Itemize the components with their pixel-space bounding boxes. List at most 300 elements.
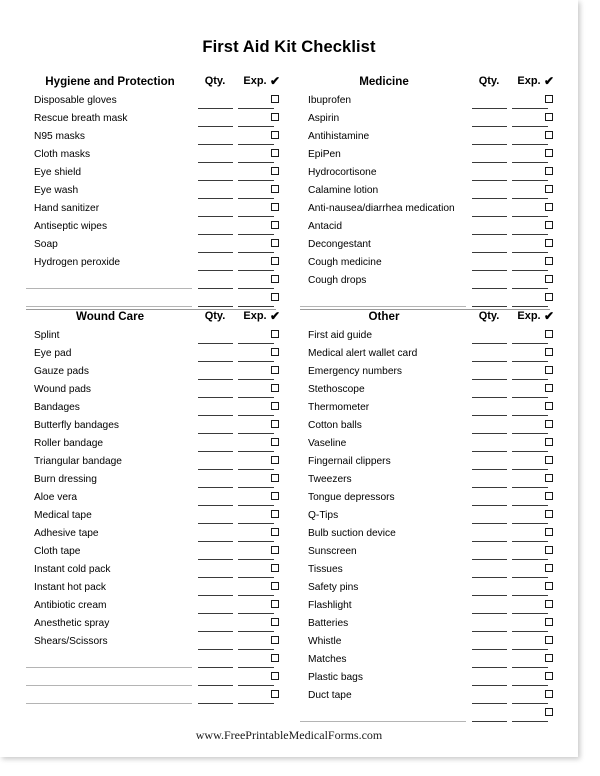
section-header-medicine <box>300 74 555 93</box>
checklist-row <box>26 183 276 201</box>
blank-item-write-in-line[interactable] <box>26 703 192 704</box>
checklist-row <box>26 454 276 472</box>
qty-write-in-line[interactable] <box>472 469 507 470</box>
item-checkbox[interactable] <box>271 402 279 410</box>
item-checkbox[interactable] <box>271 275 279 283</box>
exp-write-in-line[interactable] <box>512 541 548 542</box>
blank-item-write-in-line[interactable] <box>26 685 192 686</box>
qty-write-in-line[interactable] <box>198 270 233 271</box>
blank-item-write-in-line[interactable] <box>26 306 192 307</box>
item-checkbox[interactable] <box>271 330 279 338</box>
exp-write-in-line[interactable] <box>512 108 548 109</box>
item-checkbox[interactable] <box>545 221 553 229</box>
qty-write-in-line[interactable] <box>198 306 233 307</box>
item-checkbox[interactable] <box>271 131 279 139</box>
exp-write-in-line[interactable] <box>238 649 274 650</box>
item-checkbox[interactable] <box>545 402 553 410</box>
exp-write-in-line[interactable] <box>238 361 274 362</box>
exp-write-in-line[interactable] <box>238 126 274 127</box>
qty-write-in-line[interactable] <box>198 180 233 181</box>
qty-write-in-line[interactable] <box>472 270 507 271</box>
checklist-item-label: Tweezers <box>308 474 352 485</box>
exp-write-in-line[interactable] <box>238 631 274 632</box>
checklist-item-label: Wound pads <box>34 384 92 395</box>
checklist-row <box>300 201 550 219</box>
item-checkbox[interactable] <box>271 474 279 482</box>
item-checkbox[interactable] <box>545 654 553 662</box>
item-checkbox[interactable] <box>545 510 553 518</box>
qty-write-in-line[interactable] <box>472 505 507 506</box>
checklist-item-label: Eye pad <box>34 348 72 359</box>
qty-write-in-line[interactable] <box>198 631 233 632</box>
item-checkbox[interactable] <box>545 492 553 500</box>
qty-write-in-line[interactable] <box>472 144 507 145</box>
exp-write-in-line[interactable] <box>512 433 548 434</box>
item-checkbox[interactable] <box>271 257 279 265</box>
exp-write-in-line[interactable] <box>512 613 548 614</box>
item-checkbox[interactable] <box>545 131 553 139</box>
exp-write-in-line[interactable] <box>238 198 274 199</box>
exp-write-in-line[interactable] <box>238 559 274 560</box>
section-title: Wound Care <box>75 310 145 323</box>
checklist-item-label: Aloe vera <box>34 492 78 503</box>
blank-item-write-in-line[interactable] <box>300 306 466 307</box>
exp-write-in-line[interactable] <box>512 216 548 217</box>
qty-write-in-line[interactable] <box>472 667 507 668</box>
item-checkbox[interactable] <box>545 708 553 716</box>
checklist-row <box>300 111 550 129</box>
qty-write-in-line[interactable] <box>472 162 507 163</box>
item-checkbox[interactable] <box>271 672 279 680</box>
qty-write-in-line[interactable] <box>472 126 507 127</box>
item-checkbox[interactable] <box>271 636 279 644</box>
item-checkbox[interactable] <box>271 185 279 193</box>
exp-write-in-line[interactable] <box>238 162 274 163</box>
qty-write-in-line[interactable] <box>472 361 507 362</box>
checklist-row <box>300 382 550 400</box>
checkmark-column-header-icon: ✔ <box>544 74 555 88</box>
qty-write-in-line[interactable] <box>198 108 233 109</box>
item-checkbox[interactable] <box>545 257 553 265</box>
exp-write-in-line[interactable] <box>512 415 548 416</box>
checklist-item-label: Shears/Scissors <box>34 636 108 647</box>
qty-write-in-line[interactable] <box>198 613 233 614</box>
exp-write-in-line[interactable] <box>512 685 548 686</box>
checklist-item-label: Matches <box>308 654 347 665</box>
checklist-row <box>26 562 276 580</box>
exp-write-in-line[interactable] <box>512 252 548 253</box>
qty-write-in-line[interactable] <box>198 397 233 398</box>
item-checkbox[interactable] <box>271 239 279 247</box>
checklist-row <box>300 472 550 490</box>
item-checkbox[interactable] <box>271 510 279 518</box>
exp-write-in-line[interactable] <box>512 667 548 668</box>
qty-write-in-line[interactable] <box>472 397 507 398</box>
item-checkbox[interactable] <box>545 275 553 283</box>
qty-write-in-line[interactable] <box>472 649 507 650</box>
exp-write-in-line[interactable] <box>238 505 274 506</box>
exp-write-in-line[interactable] <box>512 379 548 380</box>
checklist-item-label: Duct tape <box>308 690 352 701</box>
checklist-row <box>26 544 276 562</box>
exp-write-in-line[interactable] <box>238 144 274 145</box>
qty-write-in-line[interactable] <box>198 451 233 452</box>
item-checkbox[interactable] <box>271 600 279 608</box>
item-checkbox[interactable] <box>545 167 553 175</box>
qty-write-in-line[interactable] <box>198 415 233 416</box>
qty-write-in-line[interactable] <box>472 433 507 434</box>
qty-write-in-line[interactable] <box>472 595 507 596</box>
exp-write-in-line[interactable] <box>238 469 274 470</box>
qty-write-in-line[interactable] <box>198 523 233 524</box>
qty-write-in-line[interactable] <box>472 577 507 578</box>
checklist-item-label: Adhesive tape <box>34 528 99 539</box>
exp-write-in-line[interactable] <box>238 433 274 434</box>
checklist-item-label: Eye wash <box>34 185 79 196</box>
checklist-item-label: Gauze pads <box>34 366 89 377</box>
item-checkbox[interactable] <box>271 618 279 626</box>
checklist-item-label: Thermometer <box>308 402 370 413</box>
exp-write-in-line[interactable] <box>512 343 548 344</box>
item-checkbox[interactable] <box>545 348 553 356</box>
exp-write-in-line[interactable] <box>512 198 548 199</box>
item-checkbox[interactable] <box>545 474 553 482</box>
qty-write-in-line[interactable] <box>472 198 507 199</box>
exp-write-in-line[interactable] <box>238 703 274 704</box>
item-checkbox[interactable] <box>271 582 279 590</box>
qty-column-header: Qty. <box>204 75 226 87</box>
item-checkbox[interactable] <box>271 546 279 554</box>
checklist-item-label: Antiseptic wipes <box>34 221 108 232</box>
checklist-item-label: Rescue breath mask <box>34 113 128 124</box>
checklist-blank-row <box>300 291 550 309</box>
checklist-item-label: Cough drops <box>308 275 367 286</box>
qty-write-in-line[interactable] <box>472 613 507 614</box>
item-checkbox[interactable] <box>545 384 553 392</box>
checklist-item-label: Roller bandage <box>34 438 104 449</box>
checklist-row <box>26 400 276 418</box>
qty-write-in-line[interactable] <box>472 252 507 253</box>
qty-write-in-line[interactable] <box>198 216 233 217</box>
item-checkbox[interactable] <box>545 582 553 590</box>
item-checkbox[interactable] <box>545 420 553 428</box>
item-checkbox[interactable] <box>545 203 553 211</box>
item-checkbox[interactable] <box>271 95 279 103</box>
item-checkbox[interactable] <box>545 636 553 644</box>
exp-write-in-line[interactable] <box>238 577 274 578</box>
checklist-item-label: Anesthetic spray <box>34 618 110 629</box>
checklist-item-label: Bandages <box>34 402 80 413</box>
checklist-row <box>300 454 550 472</box>
exp-column-header: Exp. <box>517 310 541 322</box>
section-medicine <box>300 74 555 309</box>
item-checkbox[interactable] <box>545 239 553 247</box>
checklist-item-label: Anti-nausea/diarrhea medication <box>308 203 455 214</box>
checklist-row <box>300 165 550 183</box>
exp-write-in-line[interactable] <box>512 306 548 307</box>
checklist-row <box>26 328 276 346</box>
checklist-row <box>26 508 276 526</box>
qty-write-in-line[interactable] <box>198 433 233 434</box>
exp-write-in-line[interactable] <box>238 613 274 614</box>
checklist-row <box>26 616 276 634</box>
checklist-item-label: Medical tape <box>34 510 92 521</box>
checklist-row <box>300 580 550 598</box>
qty-write-in-line[interactable] <box>472 343 507 344</box>
checklist-item-label: Disposable gloves <box>34 95 117 106</box>
checklist-item-label: Eye shield <box>34 167 82 178</box>
item-checkbox[interactable] <box>545 293 553 301</box>
checklist-item-label: Plastic bags <box>308 672 363 683</box>
qty-write-in-line[interactable] <box>472 631 507 632</box>
qty-write-in-line[interactable] <box>198 198 233 199</box>
checklist-item-label: Cloth tape <box>34 546 81 557</box>
qty-write-in-line[interactable] <box>472 415 507 416</box>
exp-write-in-line[interactable] <box>512 703 548 704</box>
qty-write-in-line[interactable] <box>472 703 507 704</box>
exp-write-in-line[interactable] <box>512 126 548 127</box>
item-checkbox[interactable] <box>271 221 279 229</box>
qty-write-in-line[interactable] <box>198 252 233 253</box>
checklist-item-label: Decongestant <box>308 239 371 250</box>
qty-write-in-line[interactable] <box>198 343 233 344</box>
item-checkbox[interactable] <box>545 528 553 536</box>
qty-write-in-line[interactable] <box>472 216 507 217</box>
qty-write-in-line[interactable] <box>472 559 507 560</box>
checklist-row <box>300 147 550 165</box>
qty-write-in-line[interactable] <box>198 685 233 686</box>
qty-write-in-line[interactable] <box>198 703 233 704</box>
checklist-row <box>300 436 550 454</box>
item-checkbox[interactable] <box>545 185 553 193</box>
qty-write-in-line[interactable] <box>198 379 233 380</box>
checklist-item-label: Cotton balls <box>308 420 362 431</box>
checkmark-column-header-icon: ✔ <box>270 309 281 323</box>
item-checkbox[interactable] <box>545 330 553 338</box>
item-checkbox[interactable] <box>271 654 279 662</box>
qty-write-in-line[interactable] <box>198 595 233 596</box>
qty-write-in-line[interactable] <box>198 541 233 542</box>
checklist-row <box>300 490 550 508</box>
item-checkbox[interactable] <box>271 528 279 536</box>
exp-column-header: Exp. <box>517 75 541 87</box>
checklist-row <box>26 634 276 652</box>
qty-write-in-line[interactable] <box>472 721 507 722</box>
exp-write-in-line[interactable] <box>238 451 274 452</box>
exp-write-in-line[interactable] <box>512 451 548 452</box>
blank-item-write-in-line[interactable] <box>26 667 192 668</box>
exp-write-in-line[interactable] <box>512 162 548 163</box>
checklist-row <box>300 364 550 382</box>
checklist-row <box>26 490 276 508</box>
item-checkbox[interactable] <box>545 618 553 626</box>
item-checkbox[interactable] <box>271 492 279 500</box>
checklist-row <box>300 526 550 544</box>
qty-write-in-line[interactable] <box>198 649 233 650</box>
item-checkbox[interactable] <box>545 564 553 572</box>
exp-write-in-line[interactable] <box>512 505 548 506</box>
checklist-item-label: N95 masks <box>34 131 85 142</box>
checklist-row <box>300 93 550 111</box>
qty-write-in-line[interactable] <box>472 234 507 235</box>
checklist-row <box>26 93 276 111</box>
exp-write-in-line[interactable] <box>512 721 548 722</box>
exp-write-in-line[interactable] <box>238 306 274 307</box>
item-checkbox[interactable] <box>545 113 553 121</box>
qty-write-in-line[interactable] <box>198 361 233 362</box>
item-checkbox[interactable] <box>271 203 279 211</box>
exp-write-in-line[interactable] <box>512 144 548 145</box>
item-checkbox[interactable] <box>545 672 553 680</box>
exp-write-in-line[interactable] <box>512 361 548 362</box>
checklist-row <box>26 219 276 237</box>
checklist-blank-row <box>26 688 276 706</box>
item-checkbox[interactable] <box>271 149 279 157</box>
exp-write-in-line[interactable] <box>512 288 548 289</box>
qty-write-in-line[interactable] <box>472 306 507 307</box>
item-checkbox[interactable] <box>545 690 553 698</box>
item-checkbox[interactable] <box>271 420 279 428</box>
qty-write-in-line[interactable] <box>472 288 507 289</box>
item-checkbox[interactable] <box>271 293 279 301</box>
item-checkbox[interactable] <box>271 438 279 446</box>
item-checkbox[interactable] <box>271 384 279 392</box>
item-checkbox[interactable] <box>271 113 279 121</box>
exp-write-in-line[interactable] <box>512 649 548 650</box>
checklist-item-label: Emergency numbers <box>308 366 402 377</box>
exp-write-in-line[interactable] <box>238 487 274 488</box>
checklist-blank-row <box>26 291 276 309</box>
exp-write-in-line[interactable] <box>512 487 548 488</box>
exp-write-in-line[interactable] <box>238 180 274 181</box>
item-checkbox[interactable] <box>271 456 279 464</box>
exp-write-in-line[interactable] <box>512 559 548 560</box>
item-checkbox[interactable] <box>271 167 279 175</box>
qty-write-in-line[interactable] <box>472 180 507 181</box>
qty-write-in-line[interactable] <box>198 469 233 470</box>
checklist-row <box>300 616 550 634</box>
checklist-item-label: Flashlight <box>308 600 352 611</box>
exp-write-in-line[interactable] <box>238 343 274 344</box>
item-checkbox[interactable] <box>545 149 553 157</box>
checkmark-column-header-icon: ✔ <box>270 74 281 88</box>
exp-write-in-line[interactable] <box>238 270 274 271</box>
qty-write-in-line[interactable] <box>198 487 233 488</box>
qty-write-in-line[interactable] <box>198 162 233 163</box>
qty-write-in-line[interactable] <box>472 685 507 686</box>
exp-write-in-line[interactable] <box>238 685 274 686</box>
exp-write-in-line[interactable] <box>238 108 274 109</box>
checklist-item-label: Aspirin <box>308 113 340 124</box>
item-checkbox[interactable] <box>271 348 279 356</box>
checklist-row <box>26 580 276 598</box>
footer-url: www.FreePrintableMedicalForms.com <box>195 728 383 742</box>
exp-write-in-line[interactable] <box>238 595 274 596</box>
item-checkbox[interactable] <box>545 438 553 446</box>
item-checkbox[interactable] <box>545 95 553 103</box>
section-title: Other <box>368 310 400 323</box>
exp-column-header: Exp. <box>243 75 267 87</box>
checklist-row <box>300 183 550 201</box>
section-header-other <box>300 309 555 328</box>
item-checkbox[interactable] <box>271 564 279 572</box>
checklist-item-label: Splint <box>34 330 60 341</box>
qty-write-in-line[interactable] <box>198 288 233 289</box>
checklist-row <box>300 237 550 255</box>
checklist-item-label: Stethoscope <box>308 384 365 395</box>
checklist-row <box>26 346 276 364</box>
item-checkbox[interactable] <box>545 456 553 464</box>
exp-write-in-line[interactable] <box>512 595 548 596</box>
checklist-row <box>300 508 550 526</box>
exp-write-in-line[interactable] <box>238 415 274 416</box>
exp-write-in-line[interactable] <box>238 523 274 524</box>
qty-write-in-line[interactable] <box>472 379 507 380</box>
checklist-item-label: Antihistamine <box>308 131 370 142</box>
checklist-row <box>300 634 550 652</box>
exp-write-in-line[interactable] <box>512 180 548 181</box>
qty-write-in-line[interactable] <box>198 505 233 506</box>
section-title: Medicine <box>359 75 409 88</box>
exp-write-in-line[interactable] <box>512 234 548 235</box>
exp-write-in-line[interactable] <box>238 397 274 398</box>
checklist-row <box>300 129 550 147</box>
exp-write-in-line[interactable] <box>512 469 548 470</box>
exp-write-in-line[interactable] <box>512 523 548 524</box>
qty-write-in-line[interactable] <box>198 577 233 578</box>
section-title: Hygiene and Protection <box>45 75 175 88</box>
checklist-item-label: Hydrocortisone <box>308 167 377 178</box>
item-checkbox[interactable] <box>545 600 553 608</box>
exp-column-header: Exp. <box>243 310 267 322</box>
checklist-row <box>26 147 276 165</box>
exp-write-in-line[interactable] <box>512 631 548 632</box>
item-checkbox[interactable] <box>545 366 553 374</box>
qty-write-in-line[interactable] <box>472 541 507 542</box>
exp-write-in-line[interactable] <box>238 667 274 668</box>
exp-write-in-line[interactable] <box>238 234 274 235</box>
qty-write-in-line[interactable] <box>198 126 233 127</box>
item-checkbox[interactable] <box>271 366 279 374</box>
exp-write-in-line[interactable] <box>238 379 274 380</box>
checklist-row <box>300 652 550 670</box>
qty-write-in-line[interactable] <box>472 451 507 452</box>
checklist-item-label: Vaseline <box>308 438 347 449</box>
exp-write-in-line[interactable] <box>238 216 274 217</box>
section-header-wound-care <box>26 309 281 328</box>
blank-item-write-in-line[interactable] <box>300 721 466 722</box>
qty-write-in-line[interactable] <box>472 523 507 524</box>
exp-write-in-line[interactable] <box>238 252 274 253</box>
exp-write-in-line[interactable] <box>512 577 548 578</box>
blank-item-write-in-line[interactable] <box>26 288 192 289</box>
item-checkbox[interactable] <box>271 690 279 698</box>
exp-write-in-line[interactable] <box>512 270 548 271</box>
right-column <box>300 74 555 724</box>
exp-write-in-line[interactable] <box>238 541 274 542</box>
qty-write-in-line[interactable] <box>198 144 233 145</box>
qty-write-in-line[interactable] <box>198 667 233 668</box>
qty-write-in-line[interactable] <box>472 487 507 488</box>
item-checkbox[interactable] <box>545 546 553 554</box>
checklist-item-label: Hydrogen peroxide <box>34 257 121 268</box>
exp-write-in-line[interactable] <box>238 288 274 289</box>
qty-write-in-line[interactable] <box>472 108 507 109</box>
exp-write-in-line[interactable] <box>512 397 548 398</box>
checklist-row <box>26 382 276 400</box>
qty-write-in-line[interactable] <box>198 559 233 560</box>
qty-write-in-line[interactable] <box>198 234 233 235</box>
